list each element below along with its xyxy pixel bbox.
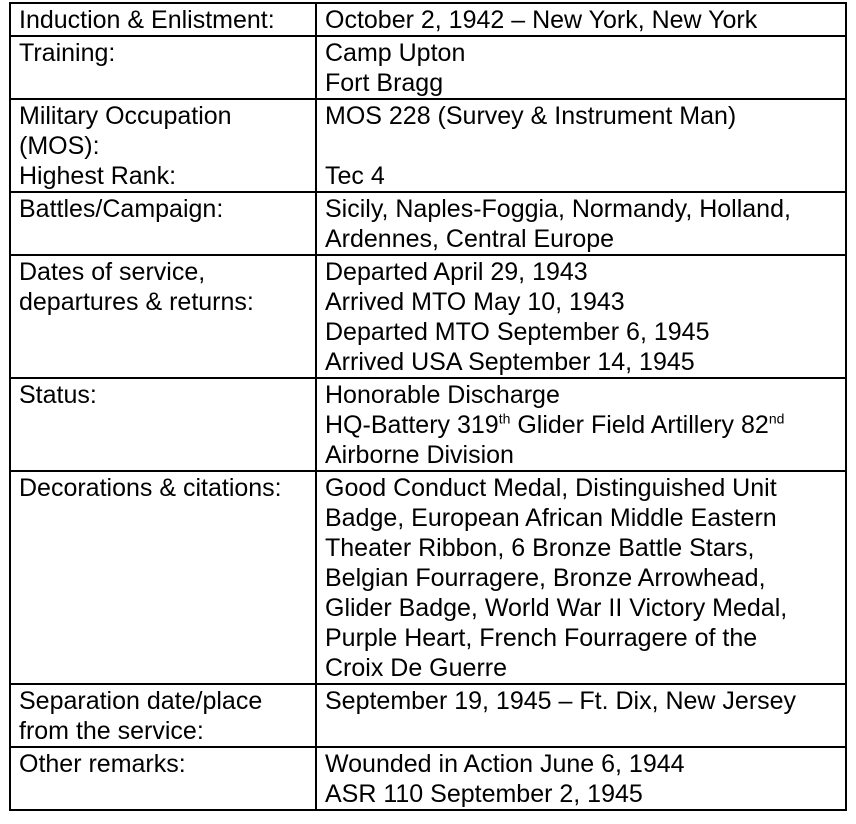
value-line: ASR 110 September 2, 1945 (325, 780, 643, 808)
label-line: departures & returns: (19, 288, 254, 316)
row-value (316, 36, 846, 99)
value-line: Theater Ribbon, 6 Bronze Battle Stars, (325, 534, 755, 562)
row-label (10, 378, 316, 471)
table-row (10, 747, 846, 810)
value-line: Departed MTO September 6, 1945 (325, 318, 710, 346)
value-line: October 2, 1942 – New York, New York (325, 6, 758, 34)
row-value (316, 471, 846, 684)
table-row (10, 255, 846, 378)
value-line: Honorable Discharge (325, 381, 560, 409)
ordinal-suffix: nd (768, 410, 785, 427)
unit-line (325, 410, 839, 440)
row-value (316, 255, 846, 378)
unit-prefix: HQ-Battery 319 (325, 411, 499, 439)
table-row (10, 3, 846, 36)
label-line: Highest Rank: (19, 162, 177, 190)
table-row (10, 684, 846, 747)
label-line: Battles/Campaign: (19, 195, 224, 223)
row-value (316, 192, 846, 255)
value-line: Departed April 29, 1943 (325, 258, 588, 286)
label-line: (MOS): (19, 132, 100, 160)
value-line: Croix De Guerre (325, 654, 507, 682)
row-label (10, 3, 316, 36)
row-label (10, 36, 316, 99)
value-line: Tec 4 (325, 162, 385, 190)
table-row (10, 36, 846, 99)
service-record-table (9, 2, 847, 811)
row-label (10, 255, 316, 378)
value-line: Arrived MTO May 10, 1943 (325, 288, 625, 316)
row-label (10, 471, 316, 684)
label-line: from the service: (19, 717, 204, 745)
label-line: Dates of service, (19, 258, 206, 286)
label-line: Military Occupation (19, 102, 232, 130)
value-line: MOS 228 (Survey & Instrument Man) (325, 102, 737, 130)
value-line: Ardennes, Central Europe (325, 225, 615, 253)
row-label (10, 684, 316, 747)
value-line: Wounded in Action June 6, 1944 (325, 750, 685, 778)
table-row (10, 192, 846, 255)
label-line: Status: (19, 381, 97, 409)
value-line: Airborne Division (325, 441, 514, 469)
table-row (10, 471, 846, 684)
row-label (10, 747, 316, 810)
row-value (316, 99, 846, 192)
label-line: Decorations & citations: (19, 474, 282, 502)
unit-middle: Glider Field Artillery 82 (510, 411, 769, 439)
row-label (10, 192, 316, 255)
value-line: Badge, European African Middle Eastern (325, 504, 777, 532)
row-value (316, 378, 846, 471)
row-value (316, 684, 846, 747)
row-label (10, 99, 316, 192)
ordinal-suffix: th (498, 410, 511, 427)
table-row (10, 378, 846, 471)
label-line: Training: (19, 39, 116, 67)
value-line: Glider Badge, World War II Victory Medal, (325, 594, 788, 622)
value-line: September 19, 1945 – Ft. Dix, New Jersey (325, 687, 797, 715)
value-line: Good Conduct Medal, Distinguished Unit (325, 474, 777, 502)
value-line: Camp Upton (325, 39, 466, 67)
value-line: Purple Heart, French Fourragere of the (325, 624, 758, 652)
label-line: Separation date/place (19, 687, 263, 715)
label-line: Other remarks: (19, 750, 186, 778)
value-line-blank (325, 131, 839, 161)
value-line: Belgian Fourragere, Bronze Arrowhead, (325, 564, 766, 592)
row-value (316, 3, 846, 36)
value-line: Sicily, Naples-Foggia, Normandy, Holland, (325, 195, 791, 223)
value-line: Fort Bragg (325, 69, 444, 97)
table-row (10, 99, 846, 192)
value-line: Arrived USA September 14, 1945 (325, 348, 695, 376)
label-line: Induction & Enlistment: (19, 6, 275, 34)
row-value (316, 747, 846, 810)
